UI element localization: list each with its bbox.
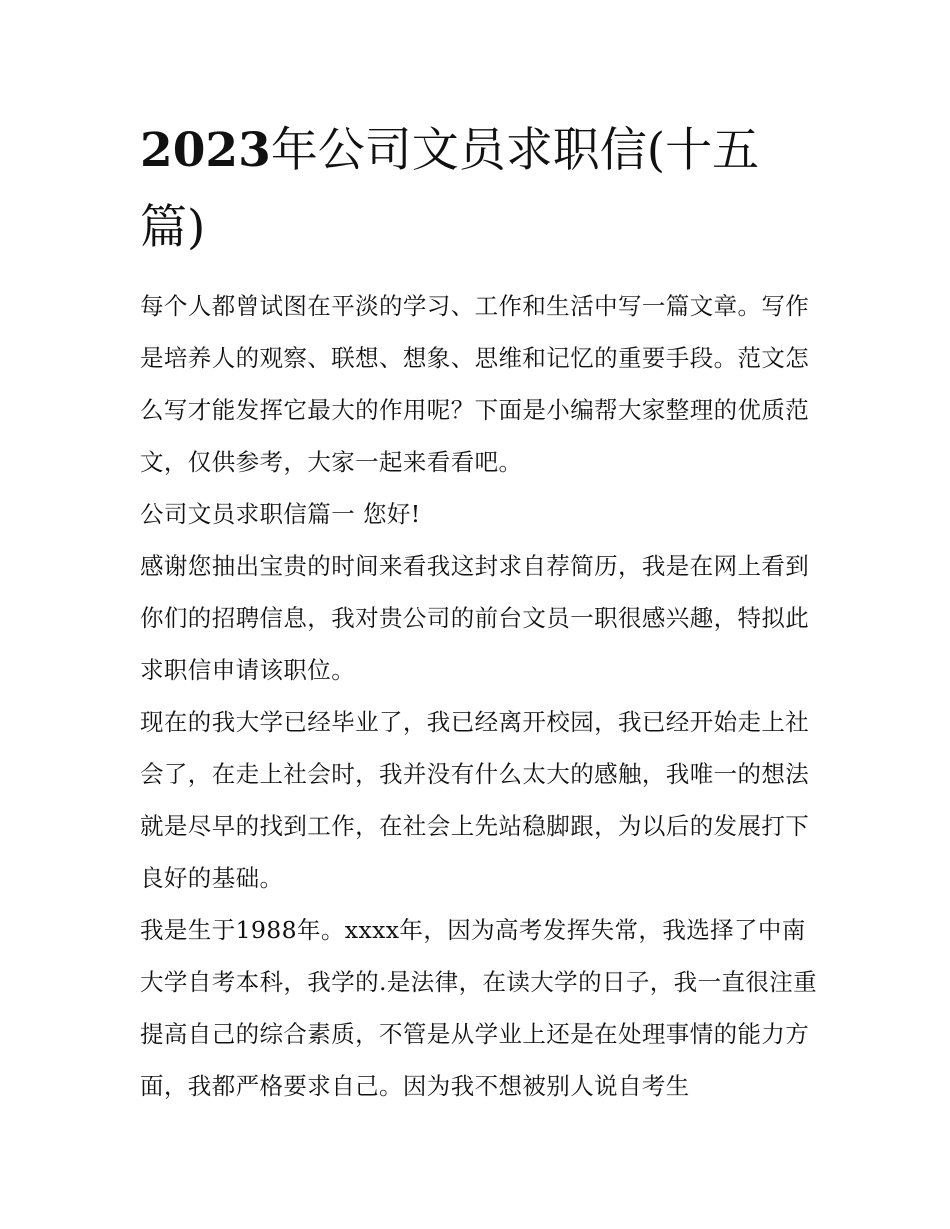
body-paragraph: 现在的我大学已经毕业了，我已经离开校园，我已经开始走上社会了，在走上社会时，我并没有什么太大的感触，我唯一的想法就是尽早的找到工作，在社会上先站稳脚跟，为以后的发展打下良好的基础。 [140,708,810,892]
intro-paragraph: 每个人都曾试图在平淡的学习、工作和生活中写一篇文章。写作是培养人的观察、联想、想象、思维和记忆的重要手段。范文怎么写才能发挥它最大的作用呢？下面是小编帮大家整理的优质范文，仅供参考，大家一起来看看吧。 [140,292,810,476]
document-page [140,112,820,1112]
body-paragraph: 感谢您抽出宝贵的时间来看我这封求自荐简历，我是在网上看到你们的招聘信息，我对贵公司的前台文员一职很感兴趣，特拟此求职信申请该职位。 [140,552,810,684]
title-year: 2023 [140,123,271,178]
body-paragraph: 我是生于1988年。xxxx年，因为高考发挥失常，我选择了中南大学自考本科，我学的.是法律，在读大学的日子，我一直很注重提高自己的综合素质，不管是从学业上还是在处理事情的能力方面，我都严格要求自己。因为我不想被别人说自考生 [140,916,818,1100]
document-title [140,112,820,266]
section-heading-paragraph: 公司文员求职信篇一 您好! [140,500,421,528]
title-text: 年公司文员求职信(十五篇) [140,123,760,255]
